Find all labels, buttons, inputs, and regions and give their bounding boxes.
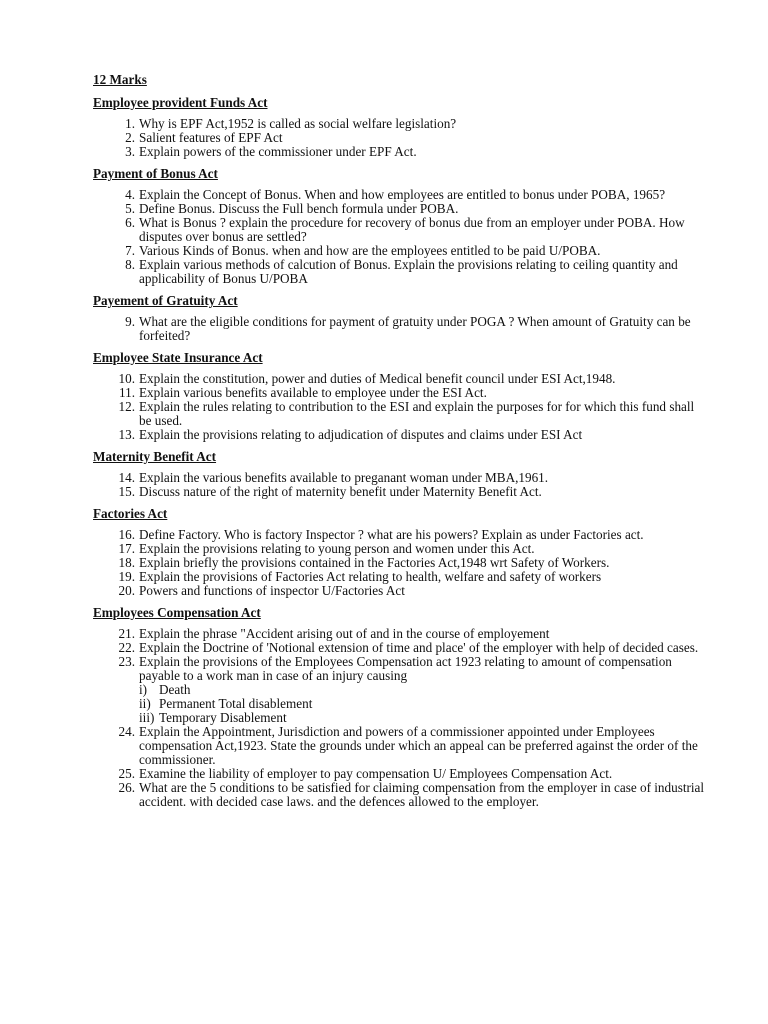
question-number: 6.: [125, 215, 135, 230]
question-number: 10.: [118, 371, 135, 386]
question-number: 13.: [118, 427, 135, 442]
sub-list: [93, 683, 708, 725]
question-text: Salient features of EPF Act: [139, 130, 283, 145]
question-item: [93, 400, 708, 428]
question-item: [93, 145, 708, 159]
question-list: [93, 117, 708, 159]
section-heading: Employee State Insurance Act: [93, 350, 263, 365]
question-item: [93, 556, 708, 570]
question-text: Explain the provisions of the Employees Compensation act 1923 relating to amount of compensation payable to a work man in case of an injury causing: [139, 654, 672, 683]
question-text: Explain the constitution, power and duties of Medical benefit council under ESI Act,1948.: [139, 371, 616, 386]
question-list: [93, 528, 708, 598]
question-item: [93, 627, 708, 641]
sub-item-text: Temporary Disablement: [159, 710, 287, 725]
section-heading: Factories Act: [93, 506, 168, 521]
question-text: What is Bonus ? explain the procedure for recovery of bonus due from an employer under POBA. How disputes over bonus are settled?: [139, 215, 685, 244]
question-number: 16.: [118, 527, 135, 542]
question-number: 1.: [125, 116, 135, 131]
question-item: [93, 372, 708, 386]
question-item: [93, 258, 708, 286]
question-number: 5.: [125, 201, 135, 216]
question-number: 18.: [118, 555, 135, 570]
sections-container: [93, 96, 708, 809]
section-heading: Employee provident Funds Act: [93, 95, 268, 110]
sub-item-number: ii): [139, 696, 151, 711]
question-number: 15.: [118, 484, 135, 499]
sub-item-number: i): [139, 682, 148, 697]
question-text: Explain the Doctrine of 'Notional extension of time and place' of the employer with help of decided cases.: [139, 640, 699, 655]
question-number: 7.: [125, 243, 135, 258]
section-heading: Payement of Gratuity Act: [93, 293, 238, 308]
question-item: [93, 428, 708, 442]
question-text: What are the eligible conditions for payment of gratuity under POGA ? When amount of Gratuity can be forfeited?: [139, 314, 691, 343]
question-item: [93, 485, 708, 499]
question-item: [93, 542, 708, 556]
sub-item: [139, 711, 708, 725]
question-item: [93, 655, 708, 683]
question-item: [93, 202, 708, 216]
question-list: [93, 315, 708, 343]
question-list: [93, 188, 708, 286]
question-item: [93, 781, 708, 809]
question-number: 24.: [118, 724, 135, 739]
question-item: [93, 315, 708, 343]
question-number: 3.: [125, 144, 135, 159]
question-item: [93, 584, 708, 598]
question-text: What are the 5 conditions to be satisfied for claiming compensation from the employer in case of industrial accident. with decided case laws. and the defences allowed to the employer.: [139, 780, 705, 809]
question-item: [93, 528, 708, 542]
question-text: Explain the Appointment, Jurisdiction and powers of a commissioner appointed under Employees compensation Act,1923. State the grounds under which an appeal can be preferred against the order of the commissioner.: [139, 724, 698, 767]
question-item: [93, 188, 708, 202]
question-item: [93, 570, 708, 584]
question-text: Examine the liability of employer to pay compensation U/ Employees Compensation Act.: [139, 766, 613, 781]
section-heading: Maternity Benefit Act: [93, 449, 217, 464]
sub-item-text: Permanent Total disablement: [159, 696, 313, 711]
question-text: Define Factory. Who is factory Inspector ? what are his powers? Explain as under Factories act.: [139, 527, 644, 542]
question-number: 17.: [118, 541, 135, 556]
question-number: 11.: [119, 385, 135, 400]
sub-item-text: Death: [159, 682, 191, 697]
question-number: 26.: [118, 780, 135, 795]
question-text: Explain various benefits available to employee under the ESI Act.: [139, 385, 487, 400]
question-item: [93, 216, 708, 244]
question-number: 23.: [118, 654, 135, 669]
question-number: 12.: [118, 399, 135, 414]
question-number: 9.: [125, 314, 135, 329]
document-title: 12 Marks: [93, 72, 147, 87]
question-text: Explain the rules relating to contribution to the ESI and explain the purposes for for which this fund shall be used.: [139, 399, 695, 428]
question-item: [93, 386, 708, 400]
question-text: Why is EPF Act,1952 is called as social welfare legislation?: [139, 116, 457, 131]
question-number: 19.: [118, 569, 135, 584]
question-text: Explain the phrase "Accident arising out of and in the course of employement: [139, 626, 550, 641]
question-text: Explain briefly the provisions contained in the Factories Act,1948 wrt Safety of Workers.: [139, 555, 610, 570]
question-text: Discuss nature of the right of maternity benefit under Maternity Benefit Act.: [139, 484, 542, 499]
section-heading: Payment of Bonus Act: [93, 166, 218, 181]
question-item: [93, 641, 708, 655]
question-text: Explain various methods of calcution of Bonus. Explain the provisions relating to ceiling quantity and applicability of Bonus U/POBA: [139, 257, 678, 286]
question-text: Define Bonus. Discuss the Full bench formula under POBA.: [139, 201, 459, 216]
question-text: Explain the Concept of Bonus. When and how employees are entitled to bonus under POBA, 1965?: [139, 187, 666, 202]
question-list: [93, 627, 708, 809]
sub-item: [139, 683, 708, 697]
sub-item: [139, 697, 708, 711]
question-item: [93, 117, 708, 131]
question-number: 14.: [118, 470, 135, 485]
question-number: 20.: [118, 583, 135, 598]
section-heading: Employees Compensation Act: [93, 605, 261, 620]
question-item: [93, 131, 708, 145]
question-text: Explain the provisions relating to young person and women under this Act.: [139, 541, 535, 556]
question-item: [93, 471, 708, 485]
question-text: Explain the various benefits available to preganant woman under MBA,1961.: [139, 470, 549, 485]
question-text: Explain powers of the commissioner under EPF Act.: [139, 144, 417, 159]
question-list: [93, 471, 708, 499]
question-number: 21.: [118, 626, 135, 641]
question-number: 25.: [118, 766, 135, 781]
question-text: Explain the provisions of Factories Act relating to health, welfare and safety of workers: [139, 569, 602, 584]
question-item: [93, 725, 708, 767]
question-item: [93, 767, 708, 781]
question-text: Explain the provisions relating to adjudication of disputes and claims under ESI Act: [139, 427, 583, 442]
question-list: [93, 372, 708, 442]
question-item: [93, 244, 708, 258]
sub-item-number: iii): [139, 710, 155, 725]
question-number: 2.: [125, 130, 135, 145]
question-number: 8.: [125, 257, 135, 272]
question-text: Various Kinds of Bonus. when and how are the employees entitled to be paid U/POBA.: [139, 243, 601, 258]
question-number: 22.: [118, 640, 135, 655]
question-text: Powers and functions of inspector U/Factories Act: [139, 583, 405, 598]
question-number: 4.: [125, 187, 135, 202]
